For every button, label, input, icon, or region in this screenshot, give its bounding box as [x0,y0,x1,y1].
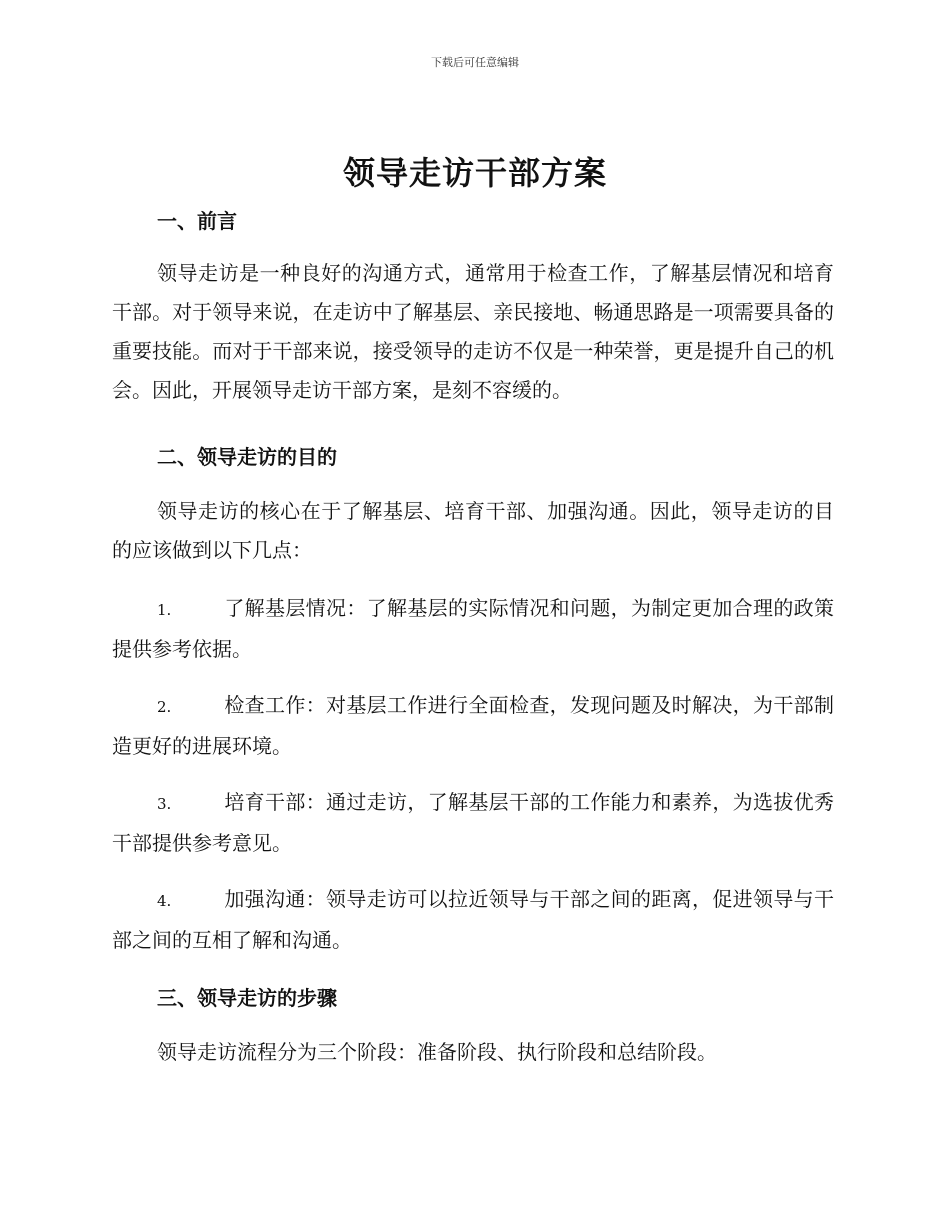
list-item-number: 2. [157,698,172,716]
list-item-text: 了解基层情况：了解基层的实际情况和问题，为制定更加合理的政策提供参考依据。 [112,596,834,661]
header-note: 下载后可任意编辑 [431,56,519,69]
paragraph-steps-intro: 领导走访流程分为三个阶段：准备阶段、执行阶段和总结阶段。 [157,1040,717,1064]
list-item [112,589,834,669]
document-title: 领导走访干部方案 [342,154,607,192]
list-item-number: 1. [157,601,172,619]
paragraph-purpose-intro: 领导走访的核心在于了解基层、培育干部、加强沟通。因此，领导走访的目的应该做到以下几点： [112,499,834,562]
list-item-text: 加强沟通：领导走访可以拉近领导与干部之间的距离，促进领导与干部之间的互相了解和沟通。 [112,887,834,952]
paragraph-preface: 领导走访是一种良好的沟通方式，通常用于检查工作，了解基层情况和培育干部。对于领导来说，在走访中了解基层、亲民接地、畅通思路是一项需要具备的重要技能。而对于干部来说，接受领导的走访不仅是一种荣誉，更是提升自己的机会。因此，开展领导走访干部方案，是刻不容缓的。 [112,261,834,402]
section-heading-purpose: 二、领导走访的目的 [157,445,337,469]
section-heading-preface: 一、前言 [157,209,237,233]
section-heading-steps: 三、领导走访的步骤 [157,986,337,1010]
list-item [112,686,834,766]
list-item-number: 3. [157,795,172,813]
list-item-number: 4. [157,892,172,910]
list-item-text: 检查工作：对基层工作进行全面检查，发现问题及时解决，为干部制造更好的进展环境。 [112,693,834,758]
list-item [112,880,834,960]
list-item [112,783,834,863]
list-item-text: 培育干部：通过走访，了解基层干部的工作能力和素养，为选拔优秀干部提供参考意见。 [112,790,834,855]
